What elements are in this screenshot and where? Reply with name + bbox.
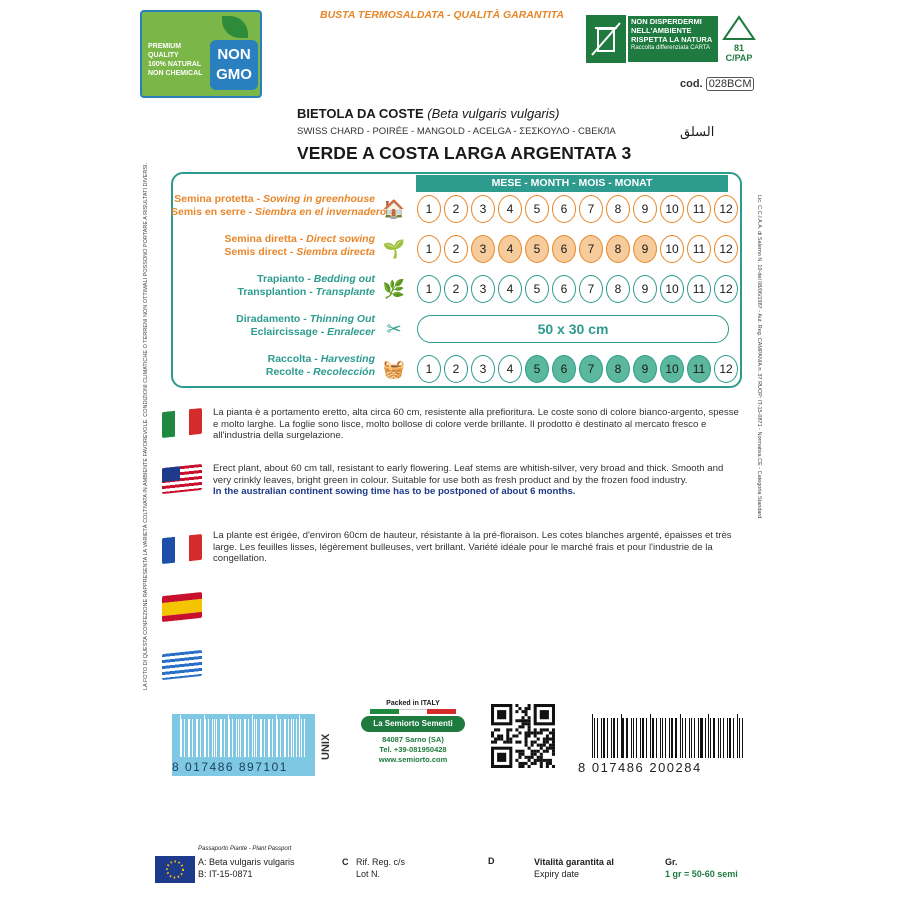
barcode-bar [617,718,618,758]
barcode-bar [301,719,302,757]
month-circle: 2 [444,195,468,223]
description-en [213,463,743,498]
calendar-row-label: Semina protetta - Sowing in greenhouse Semis en serre - Siembra en el invernadero [171,193,387,218]
barcode-bar [742,718,743,758]
calendar-row-label: Raccolta - Harvesting Recolte - Recolección [265,353,375,378]
month-circle: 7 [579,355,603,383]
company-phone: Tel. +39-081950428 [379,745,447,754]
month-circle: 11 [687,275,711,303]
barcode-bar [720,718,722,758]
thinning-icon: ✂ [386,318,402,339]
barcode-bar [652,718,654,758]
passport-d: D [488,856,495,866]
barcode-bar [691,718,692,758]
calendar-row [171,313,731,349]
vitality-label: Vitalità garantita al [534,857,614,867]
barcode-right-digits: 8 017486 200284 [578,760,702,775]
calendar-row-label: Diradamento - Thinning Out Eclaircissage - Enralecer [236,313,375,338]
barcode-bar [601,718,602,758]
non-gmo-label: NON GMO [210,40,258,90]
month-circle: 7 [579,275,603,303]
barcode-bar [650,714,651,758]
month-circle: 6 [552,235,576,263]
barcode-bar [229,719,230,757]
barcode-bar [642,718,644,758]
month-circle: 9 [633,355,657,383]
barcode-bar [662,718,663,758]
passport-lot: Lot N. [356,869,381,879]
qr-code[interactable] [490,703,554,767]
barcode-bar [189,719,190,757]
barcode-bar [665,718,666,758]
passport-b: B: IT-15-0871 [198,869,253,879]
barcode-bar [682,718,683,758]
barcode-bar [656,718,657,758]
recycle-triangle-icon [722,15,756,41]
calendar-row-label: Semina diretta - Direct sowing Semis direct - Siembra directa [224,233,375,258]
barcode-bar [607,718,608,758]
description-fr: La plante est érigée, d'environ 60cm de hauteur, résistante à la pré-floraison. Les cotes blanches argenté, épaisses et très large. Les feuilles lisses, légèrement bulleuses, vert brillant. Variété idéale pour le marché frais et pour l'industrie de la congellation. [213,530,732,564]
france-flag-icon [162,534,202,564]
barcode-bar [708,714,709,758]
barcode-bar [633,718,634,758]
month-circle: 1 [417,275,441,303]
barcode-bar [631,718,632,758]
barcode-bar [723,718,724,758]
month-circle: 1 [417,195,441,223]
barcode-bar [221,719,222,757]
recycle-line-1: NON DISPERDERMI [631,17,702,26]
month-circle: 12 [714,195,738,223]
recycle-notice [586,15,756,63]
month-circle: 8 [606,235,630,263]
barcode-bar [205,719,206,757]
month-circle: 4 [498,355,522,383]
barcode-bar [700,718,702,758]
barcode-bar [208,719,209,757]
passport-title: Passaporto Piante - Plant Passport [198,846,292,852]
leaf-icon [222,16,248,38]
barcode-bar [236,719,237,757]
barcode-bar [710,718,711,758]
month-circle: 8 [606,275,630,303]
barcode-bar [269,719,270,757]
calendar-row [171,193,731,229]
month-circle: 4 [498,275,522,303]
barcode-bar [727,718,728,758]
barcode-bar [613,718,615,758]
month-circle: 7 [579,235,603,263]
month-circle: 3 [471,355,495,383]
recycle-line-3: RISPETTA LA NATURA [631,35,713,44]
barcode-bar [611,718,612,758]
month-circle: 12 [714,355,738,383]
month-circle: 10 [660,275,684,303]
barcode-bar [285,719,286,757]
month-circle: 6 [552,275,576,303]
passport-c: C [342,857,349,867]
barcode-bar [685,718,687,758]
month-circle: 6 [552,355,576,383]
barcode-bar [264,719,265,757]
direct-sowing-icon: 🌱 [382,238,406,259]
barcode-bar [592,714,593,758]
month-circle: 2 [444,235,468,263]
transplant-icon: 🌿 [382,278,406,299]
recycle-line-2: NELL'AMBIENTE [631,26,692,35]
barcode-bar [737,714,738,758]
month-circle: 11 [687,195,711,223]
barcode-bar [621,714,622,758]
month-circle: 1 [417,235,441,263]
month-circle: 5 [525,275,549,303]
month-circle: 10 [660,195,684,223]
spacing-value: 50 x 30 cm [417,315,729,343]
month-circle: 9 [633,275,657,303]
month-circle: 5 [525,195,549,223]
month-circle: 3 [471,195,495,223]
trash-bin-icon [586,15,626,63]
barcode-bar [280,719,281,757]
barcode-bar [669,718,670,758]
barcode-bar [594,718,595,758]
barcode-bar [729,718,731,758]
month-header: MESE - MONTH - MOIS - MONAT [416,175,728,192]
product-code: cod. 028BCM [680,78,754,90]
barcode-bar [694,718,696,758]
expiry-label: Expiry date [534,869,580,879]
calendar-row [171,273,731,309]
month-circle: 12 [714,275,738,303]
product-translations: SWISS CHARD - POIRÉE - MANGOLD - ACELGA - ΣΕΣΚΟΥΛΟ - СВЕКЛА [297,126,616,137]
company-name: La Semiorto Sementi [361,716,465,732]
recycle-small: Raccolta differenziata CARTA [631,45,711,51]
sealed-bag-note: BUSTA TERMOSALDATA - QUALITÀ GARANTITA [320,9,564,21]
month-circle: 2 [444,355,468,383]
month-circle: 12 [714,235,738,263]
passport-rif: Rif. Reg. c/s [356,857,406,867]
barcode-right [578,714,746,776]
side-text-right: Lic. C.C.I.A.A. di Salerno N. 10-del 08/06/1987 - Aut. Reg. CAMPANIA n. 37 RUOP: IT-15-0871 - Normativa CE - Categoria Standard [756,195,762,519]
month-circle: 9 [633,195,657,223]
month-circle: 4 [498,235,522,263]
eu-flag-icon [155,856,195,883]
barcode-bar [597,718,599,758]
month-circle: 11 [687,355,711,383]
product-name: BIETOLA DA COSTE (Beta vulgaris vulgaris) [297,106,560,121]
seeds-per-gram: 1 gr = 50-60 semi [665,869,738,879]
usa-flag-icon [162,464,202,494]
barcode-bar [739,718,741,758]
description-en-note: In the australian continent sowing time has to be postponed of about 6 months. [213,486,576,497]
side-text-left: LA FOTO DI QUESTA CONFEZIONE RAPPRESENTA LA VARIETÀ COLTIVATA IN AMBIENTE FAVOREVOLE. CONDIZIONI CLIMATICHE O TERRENI NON OTTIMALI POSSONO PORTARE A RISULTATI DIVERSI. [143,162,149,690]
month-circle: 2 [444,275,468,303]
company-web: www.semiorto.com [378,755,448,764]
month-circle: 10 [660,235,684,263]
greenhouse-icon: 🏠 [382,198,406,219]
barcode-bar [184,719,185,757]
barcode-bar [248,719,249,757]
barcode-bar [680,714,681,758]
barcode-bar [245,719,246,757]
barcode-bar [256,719,257,757]
calendar-row [171,233,731,269]
spain-flag-icon [162,592,202,622]
barcode-left-digits: 8 017486 897101 [172,760,288,774]
barcode-bar [626,718,628,758]
month-circle: 3 [471,275,495,303]
barcode-left [172,714,315,776]
grams-label: Gr. [665,857,678,867]
variety-name: VERDE A COSTA LARGA ARGENTATA 3 [297,143,632,163]
barcode-bar [698,718,699,758]
month-circle: 8 [606,355,630,383]
harvest-icon: 🧺 [382,358,406,379]
unix-label: UNIX [320,733,332,760]
non-gmo-badge [140,10,262,98]
barcode-bar [640,718,642,758]
barcode-bar [646,718,647,758]
barcode-bar [622,718,624,758]
product-arabic: السلق [680,124,715,139]
barcode-bar [220,719,221,757]
month-circle: 5 [525,355,549,383]
barcode-bar [603,718,605,758]
barcode-bar [660,718,662,758]
barcode-bar [718,718,719,758]
barcode-bar [689,718,690,758]
barcode-bar [675,718,677,758]
recycle-code: 81 C/PAP [722,15,756,63]
month-circle: 10 [660,355,684,383]
month-circle: 1 [417,355,441,383]
barcode-bar [197,719,198,757]
calendar-row [171,353,731,389]
company-address: 84087 Sarno (SA) [382,735,444,744]
barcode-bar [705,718,706,758]
month-circle: 7 [579,195,603,223]
packed-in-italy: Packed in ITALY [386,700,440,707]
barcode-bar [293,719,294,757]
company-logo [358,700,468,795]
month-circle: 6 [552,195,576,223]
greece-flag-icon [162,650,202,680]
badge-text: PREMIUM QUALITY 100% NATURAL NON CHEMICAL [148,43,203,77]
month-circle: 5 [525,235,549,263]
italy-flag-icon [162,408,202,438]
month-circle: 4 [498,195,522,223]
month-circle: 9 [633,235,657,263]
barcode-bar [636,718,637,758]
calendar-row-label: Trapianto - Bedding out Transplantion - Transplante [237,273,375,298]
barcode-bar [733,718,734,758]
month-circle: 8 [606,195,630,223]
description-en-text: Erect plant, about 60 cm tall, resistant to early flowering. Leaf stems are whitish-silver, very broad and thick. Smooth and very crinkly leaves, bright green in colour. Suitable for use both as fresh product and by the frozen food industry. [213,463,724,486]
barcode-bar [671,718,673,758]
description-it: La pianta è a portamento eretto, alta circa 60 cm, resistente alla prefioritura. Le coste sono di colore bianco-argento, spesse e molto larghe. La foglie sono lisce, molto bollose di colore verde brillante. Il prodotto è destinato al mercato fresco e all'industria della surgelazione. [213,407,739,441]
barcode-bar [713,718,715,758]
month-circle: 3 [471,235,495,263]
month-circle: 11 [687,235,711,263]
passport-a: A: Beta vulgaris vulgaris [198,857,295,867]
